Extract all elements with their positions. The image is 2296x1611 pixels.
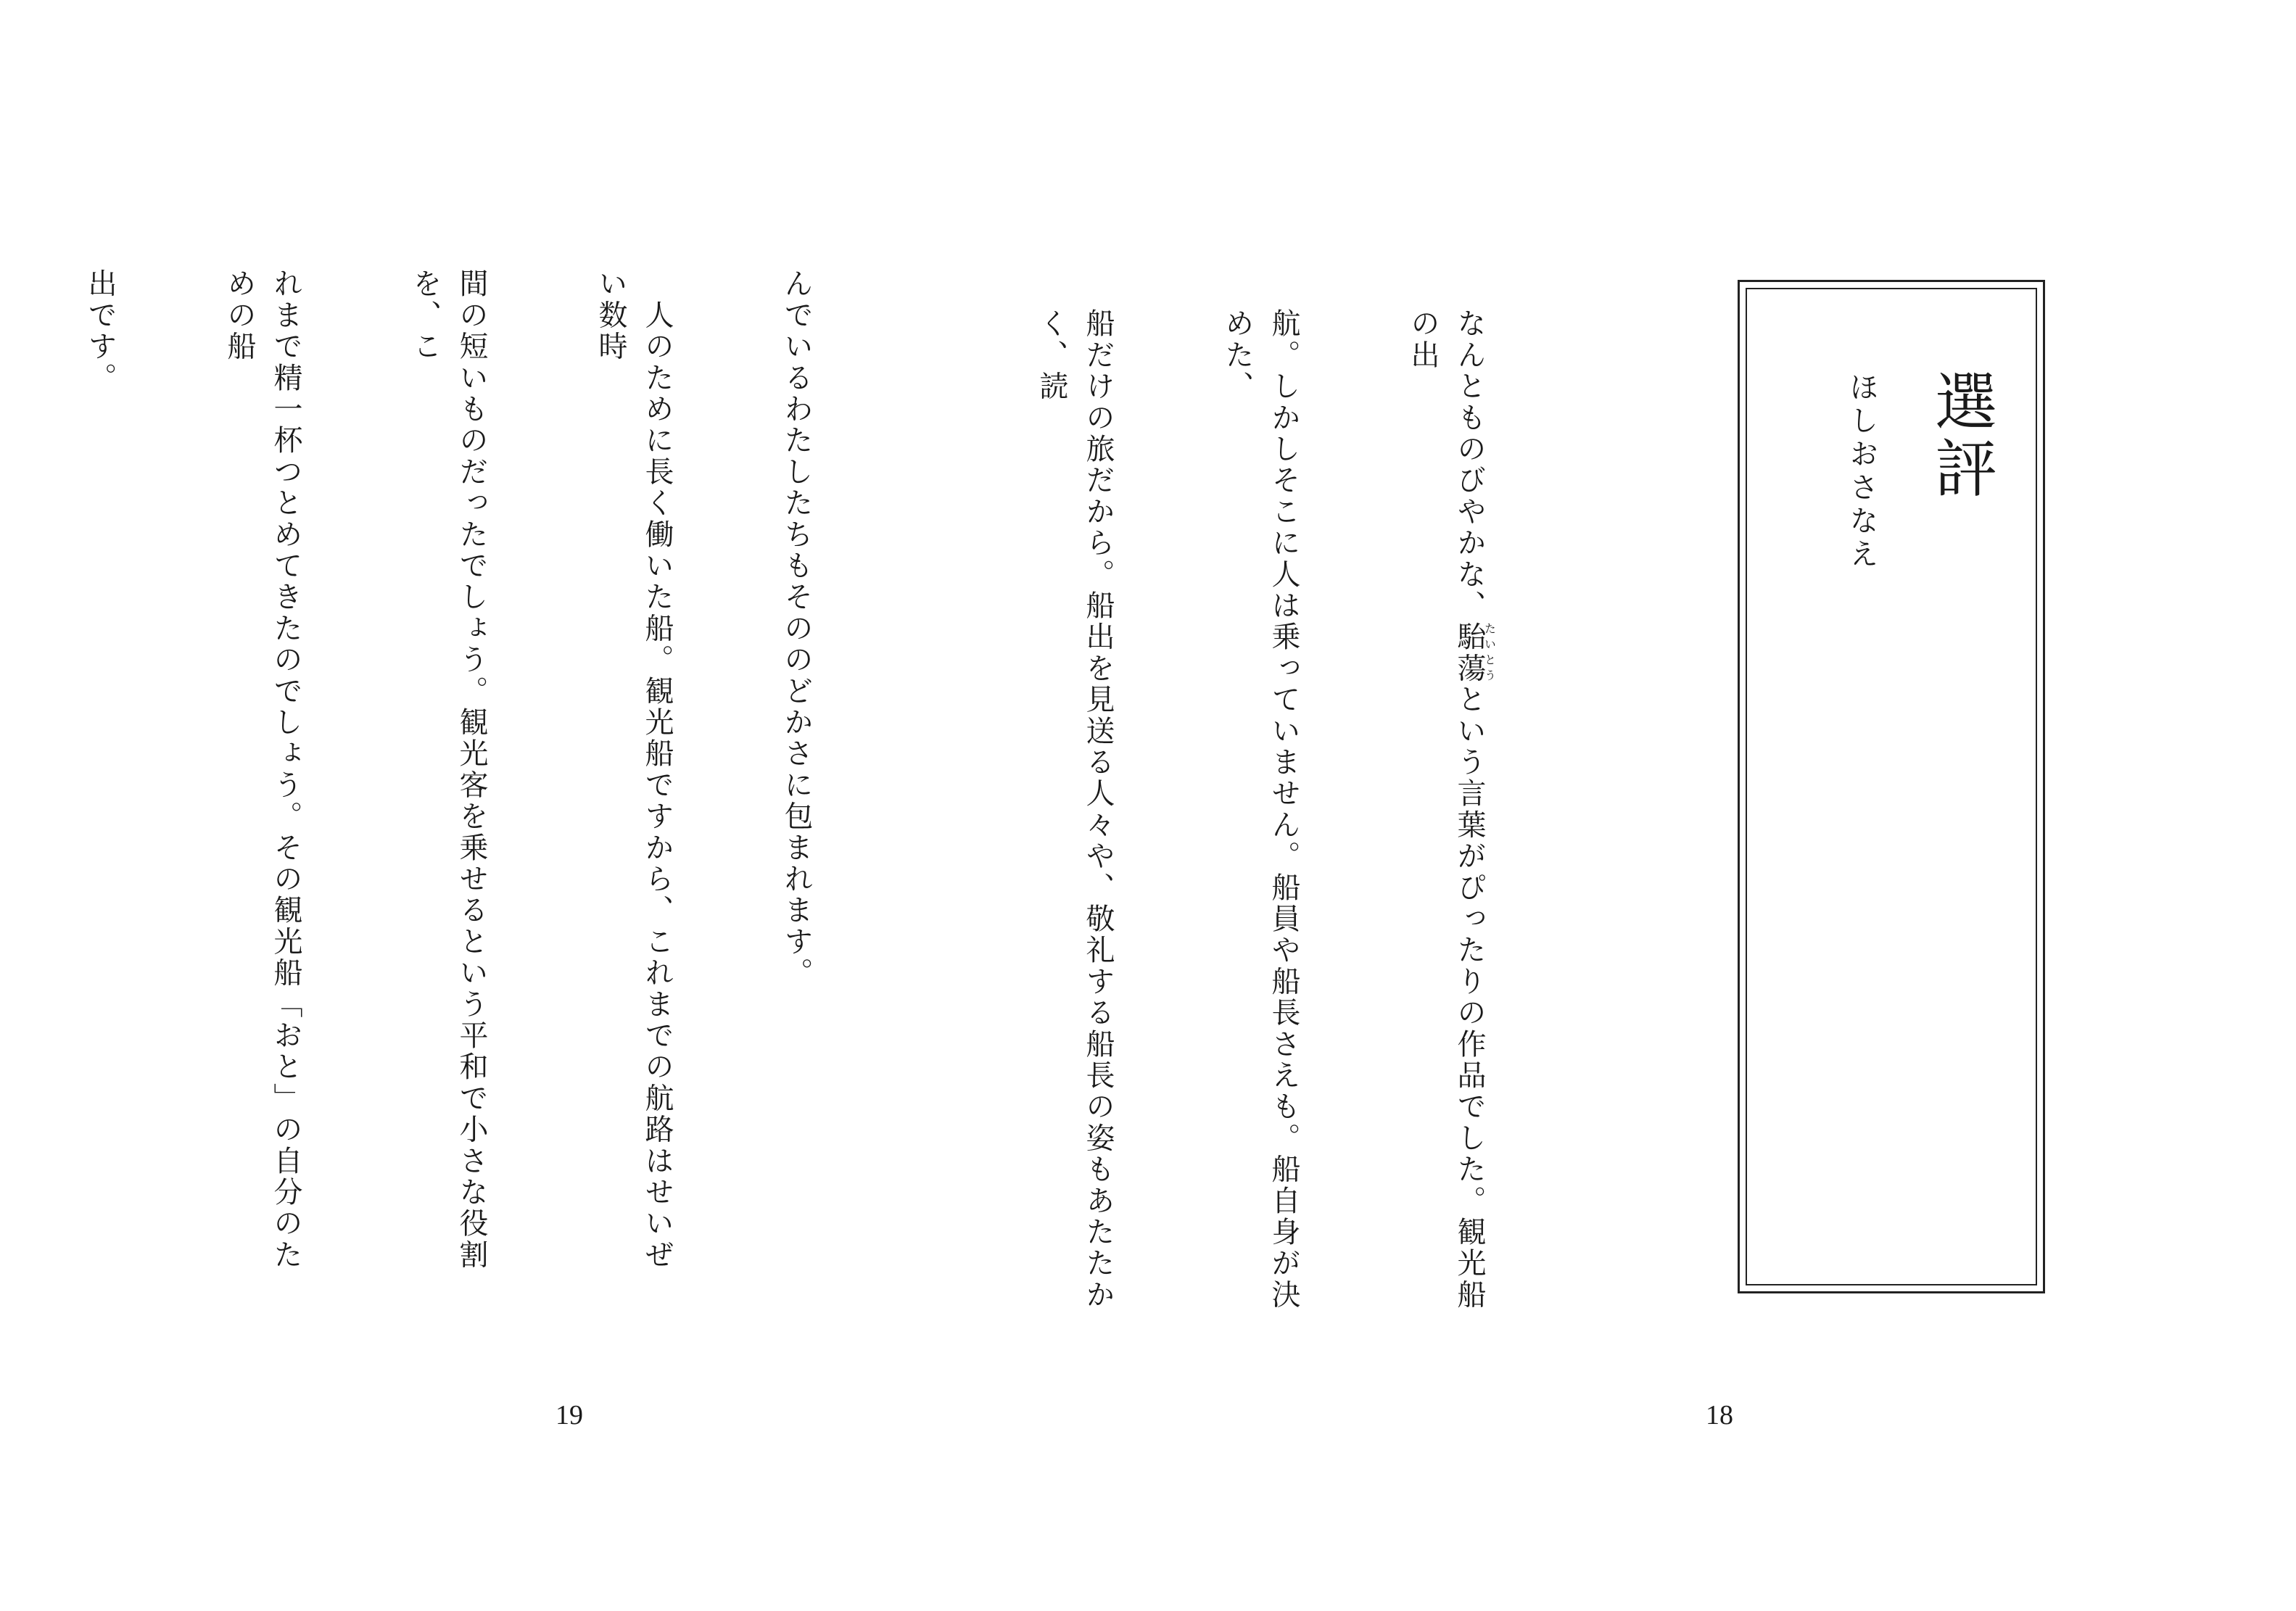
page-number-left: 19 (556, 1400, 583, 1430)
author-name: ほしおさなえ (1845, 372, 1878, 572)
ruby-annotation: 駘蕩たいとう (1453, 621, 1497, 684)
text-line: 間の短いものだったでしょう。観光客を乗せるという平和で小さな役割を、こ (408, 268, 488, 1271)
page-title: 選評 (1924, 369, 1996, 502)
text-line: れまで精一杯つとめてきたのでしょう。その観光船「おと」の自分のための船 (223, 268, 302, 1271)
text-line: なんとものびやかな、駘蕩たいとうという言葉がぴったりの作品でした。観光船の出 (1406, 308, 1497, 1311)
text-line: んでいるわたしたちもそののどかさに包まれます。 (780, 268, 813, 989)
text-line: 航。しかしそこに人は乗っていません。船員や船長さえも。船自身が決めた、 (1221, 308, 1300, 1311)
left-page-body (83, 268, 912, 1283)
text-line: 人のために長く働いた船。観光船ですから、これまでの航路はせいぜい数時 (594, 268, 674, 1271)
text-line: 船だけの旅だから。船出を見送る人々や、敬礼する船長の姿もあたたかく、読 (1035, 308, 1115, 1311)
text-line: 出です。 (83, 268, 117, 394)
title-frame (1738, 280, 2045, 1293)
page-number-right: 18 (1706, 1400, 1733, 1430)
right-page-body (1035, 308, 1588, 1323)
